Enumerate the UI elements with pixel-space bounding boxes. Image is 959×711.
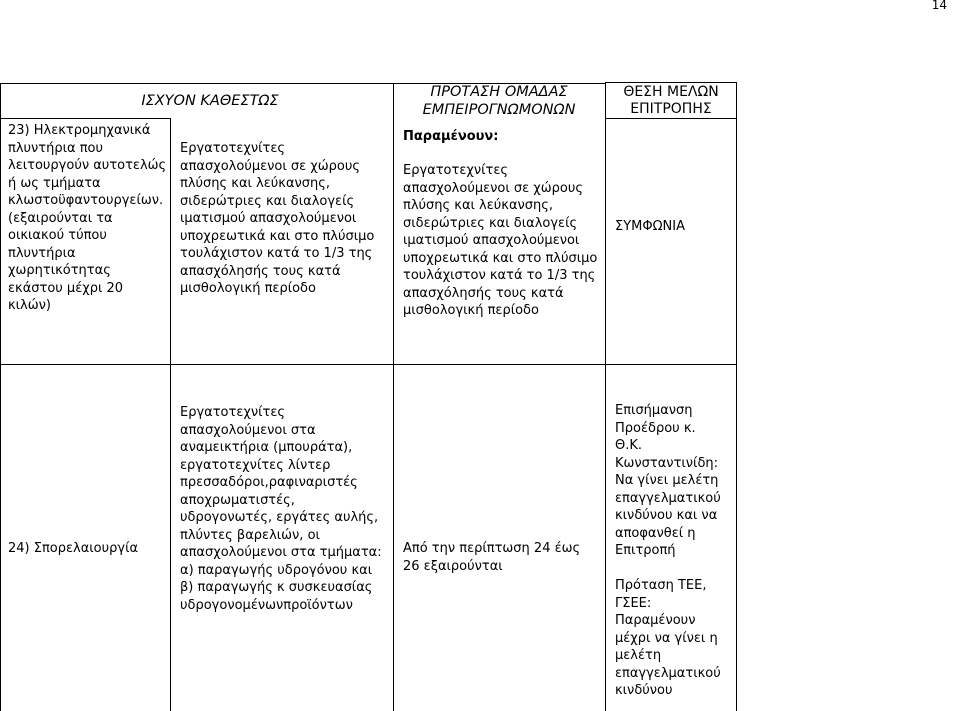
- header-expert-group-text: ΠΡΟΤΑΣΗ ΟΜΑΔΑΣ ΕΜΠΕΙΡΟΓΝΩΜΟΝΩΝ: [422, 84, 576, 118]
- column-divider-3: [605, 83, 606, 711]
- page-number: 14: [931, 0, 947, 12]
- table-border-right: [736, 82, 737, 711]
- column-divider-1: [170, 118, 171, 711]
- header-committee: ΘΕΣΗ ΜΕΛΩΝ ΕΠΙΤΡΟΠΗΣ: [623, 84, 719, 117]
- row-24-committee: Επισήμανση Προέδρου κ. Θ.Κ. Κωνσταντινίδη: Να γίνει μελέτη επαγγελματικού κινδύνου και να αποφανθεί η Επιτροπή Πρόταση ΤΕΕ, ΓΣΕΕ: Παραμένουν μέχρι να γίνει η μελέτη επαγγελματικού κινδύνου: [615, 403, 721, 698]
- header-expert-group: [395, 83, 603, 119]
- row-23-item: 23) Ηλεκτρομηχανικά πλυντήρια που λειτουργούν αυτοτελώς ή ως τμήματα κλωστοϋφαντουργείων. (εξαιρούνται τα οικιακού τύπου πλυντήρια χωρητικότητας εκάστου μέχρι 20 κιλών): [8, 123, 167, 313]
- header-underline: [0, 118, 171, 119]
- header-current-status: ΙΣΧΥΟΝ ΚΑΘΕΣΤΩΣ: [141, 93, 279, 109]
- row-24-current: Εργατοτεχνίτες απασχολούμενοι στα αναμεικτήρια (μπουράτα), εργατοτεχνίτες λίντερ πρεσσαδόροι,ραφιναριστές αποχρωματιστές, υδρογονωτές, εργάτες αυλής, πλύντες βαρελιών, οι απασχολούμενοι στα τμήματα: α) παραγωγής υδρογόνου και β) παραγωγής κ συσκευασίας υδρογονομένωνπροϊόντων: [180, 405, 382, 613]
- row-23-proposal-label: Παραμένουν:: [403, 129, 499, 144]
- row-divider: [0, 364, 737, 365]
- row-23-current: Εργατοτεχνίτες απασχολούμενοι σε χώρους πλύσης και λεύκανσης, σιδερώτριες και διαλογείς ιματισμού απασχολούμενοι υποχρεωτικά και στο πλύσιμο τουλάχιστον κατά το 1/3 της απασχόλησής τους κατά μισθολογική περίοδο: [180, 141, 375, 296]
- table-border-left: [0, 83, 1, 711]
- row-23-committee: ΣΥΜΦΩΝΙΑ: [615, 219, 685, 234]
- row-23-proposal: Εργατοτεχνίτες απασχολούμενοι σε χώρους πλύσης και λεύκανσης, σιδερώτριες και διαλογείς ιματισμού απασχολούμενοι υποχρεωτικά και στο πλύσιμο τουλάχιστον κατά το 1/3 της απασχόλησής τους κατά μισθολογική περίοδο: [403, 163, 598, 318]
- column-divider-2: [393, 83, 394, 711]
- table-border-top-right: [605, 82, 737, 83]
- row-24-item: 24) Σπορελαιουργία: [8, 541, 139, 556]
- header-underline-committee: [605, 118, 737, 119]
- row-24-proposal: Από την περίπτωση 24 έως 26 εξαιρούνται: [403, 541, 581, 574]
